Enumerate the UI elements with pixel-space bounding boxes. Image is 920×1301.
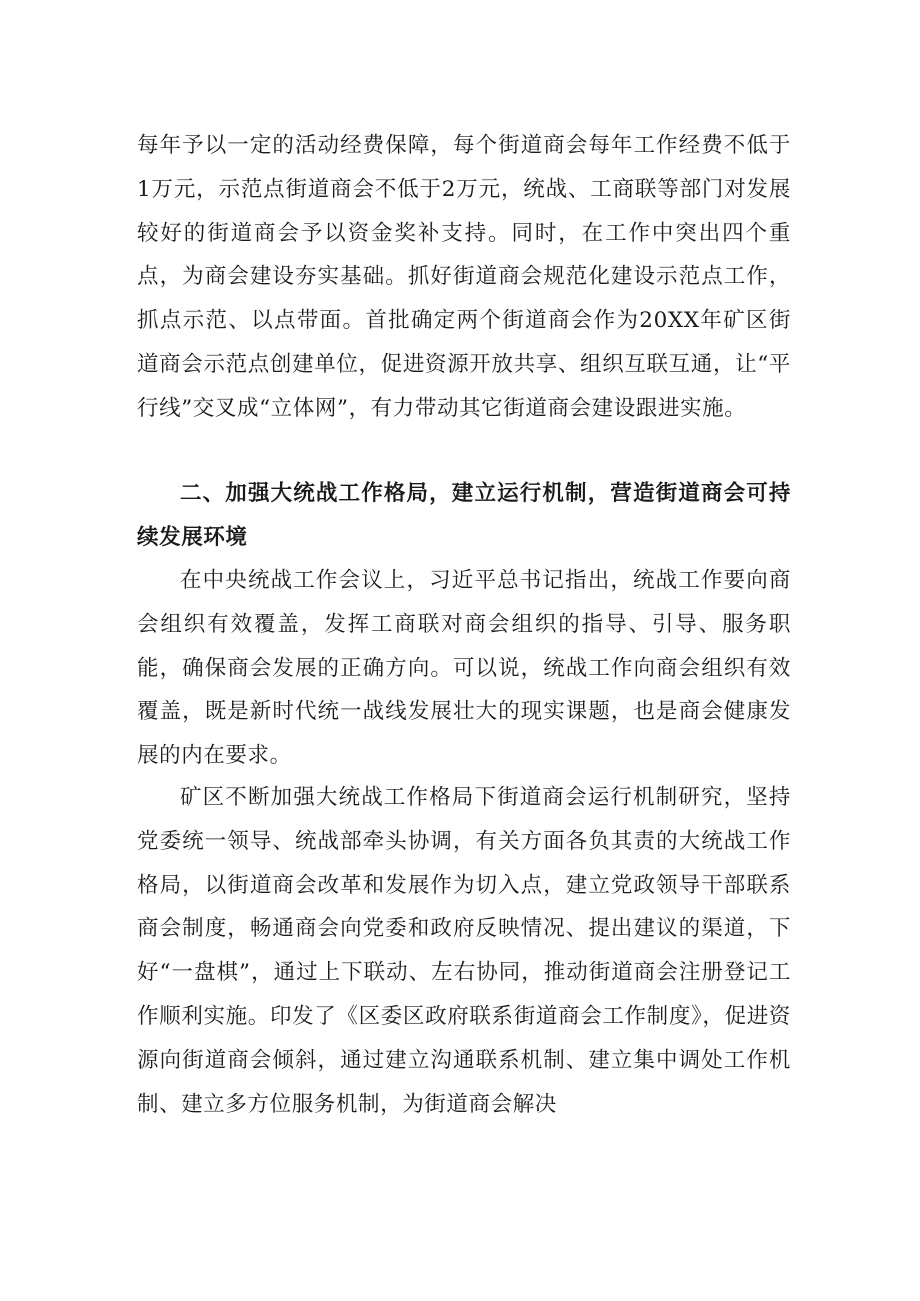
section-heading: 二、加强大统战工作格局，建立运行机制，营造街道商会可持续发展环境 (137, 481, 791, 550)
body-paragraph-continuation: 每年予以一定的活动经费保障，每个街道商会每年工作经费不低于1万元，示范点街道商会不低于2万元，统战、工商联等部门对发展较好的街道商会予以资金奖补支持。同时，在工作中突出四个重点，为商会建设夯实基础。抓好街道商会规范化建设示范点工作，抓点示范、以点带面。首批确定两个街道商会作为20XX年矿区街道商会示范点创建单位，促进资源开放共享、组织互联互通，让“平行线”交叉成“立体网”，有力带动其它街道商会建设跟进实施。 (137, 133, 791, 421)
body-paragraph: 矿区不断加强大统战工作格局下街道商会运行机制研究，坚持党委统一领导、统战部牵头协调，有关方面各负其责的大统战工作格局，以街道商会改革和发展作为切入点，建立党政领导干部联系商会制度，畅通商会向党委和政府反映情况、提出建议的渠道，下好“一盘棋”，通过上下联动、左右协同，推动街道商会注册登记工作顺利实施。印发了《区委区政府联系街道商会工作制度》，促进资源向街道商会倾斜，通过建立沟通联系机制、建立集中调处工作机制、建立多方位服务机制，为街道商会解决 (137, 785, 791, 1117)
body-paragraph: 在中央统战工作会议上，习近平总书记指出，统战工作要向商会组织有效覆盖，发挥工商联对商会组织的指导、引导、服务职能，确保商会发展的正确方向。可以说，统战工作向商会组织有效覆盖，既是新时代统一战线发展壮大的现实课题，也是商会健康发展的内在要求。 (137, 568, 791, 769)
